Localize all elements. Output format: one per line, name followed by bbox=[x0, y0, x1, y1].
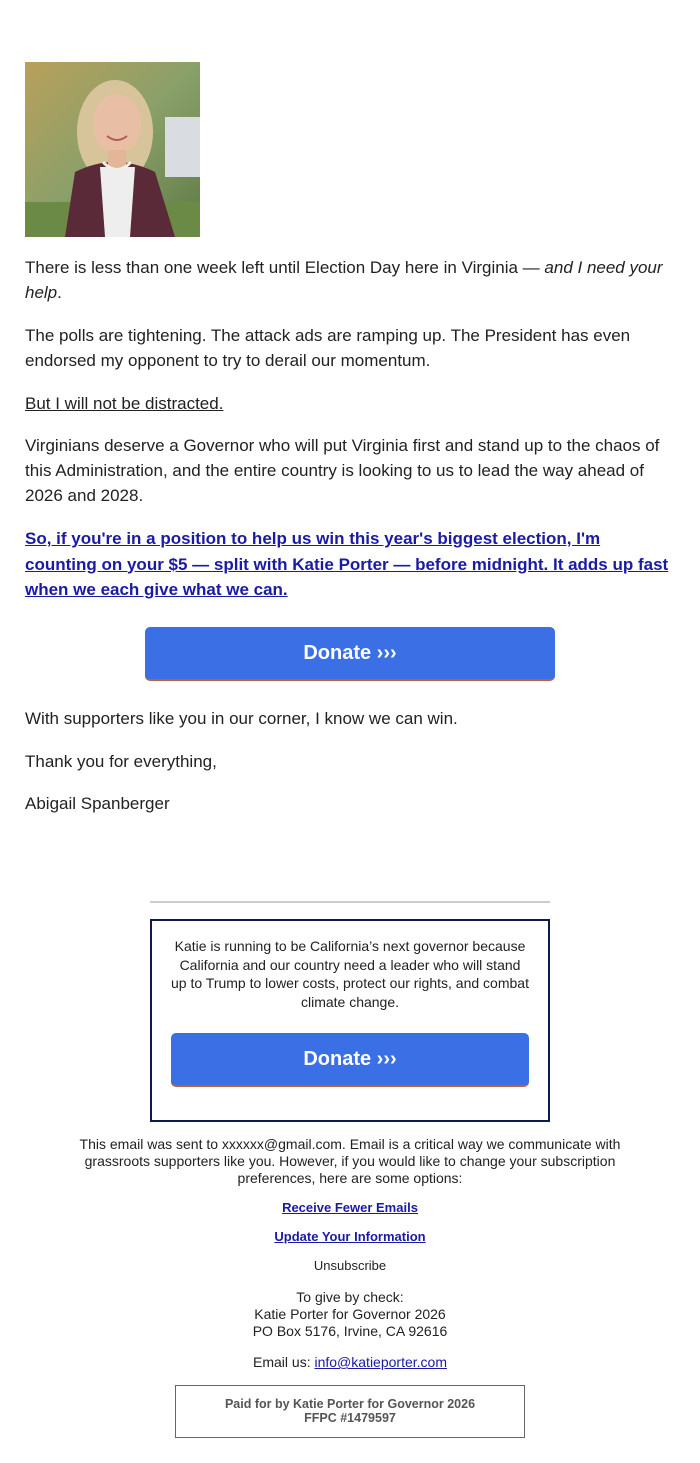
receive-fewer-emails-link[interactable]: Receive Fewer Emails bbox=[282, 1200, 418, 1215]
donate-button[interactable]: Donate ››› bbox=[145, 627, 555, 681]
email-us-row bbox=[70, 1354, 630, 1371]
virginians-paragraph bbox=[25, 433, 675, 508]
distracted-text: But I will not be distracted. bbox=[25, 394, 224, 413]
donate-cta-link[interactable]: So, if you're in a position to help us win this year's biggest election, I'm counting on your $5 — split with Katie Porter — before midnight. It adds up fast when we each give what we can. bbox=[25, 529, 669, 599]
email-us-label: Email us: bbox=[253, 1354, 315, 1370]
cta-paragraph bbox=[25, 526, 675, 603]
supporters-paragraph bbox=[25, 706, 675, 731]
intro-paragraph bbox=[25, 255, 675, 305]
ffpc-number: FFPC #1479597 bbox=[304, 1411, 396, 1425]
portrait-image bbox=[25, 62, 200, 237]
katie-donate-button[interactable]: Donate ››› bbox=[171, 1033, 529, 1087]
polls-text: The polls are tightening. The attack ads are ramping up. The President has even endorsed my opponent to try to derail our momentum. bbox=[25, 326, 631, 370]
portrait-photo bbox=[25, 62, 200, 237]
supporters-text: With supporters like you in our corner, I know we can win. bbox=[25, 709, 458, 728]
email-address-link[interactable]: info@katieporter.com bbox=[314, 1354, 447, 1370]
update-information-link[interactable]: Update Your Information bbox=[274, 1229, 426, 1244]
update-info-row bbox=[70, 1228, 630, 1245]
check-heading: To give by check: bbox=[296, 1289, 404, 1305]
check-block bbox=[70, 1289, 630, 1340]
signature bbox=[25, 791, 675, 816]
intro-text: There is less than one week left until Election Day here in Virginia — bbox=[25, 258, 545, 277]
section-divider bbox=[150, 901, 550, 903]
katie-promo-box bbox=[150, 919, 550, 1122]
signature-text: Abigail Spanberger bbox=[25, 794, 170, 813]
unsubscribe-link[interactable]: Unsubscribe bbox=[313, 1258, 387, 1273]
check-address: PO Box 5176, Irvine, CA 92616 bbox=[252, 1323, 448, 1339]
thanks-text: Thank you for everything, bbox=[25, 752, 217, 771]
check-name: Katie Porter for Governor 2026 bbox=[254, 1306, 446, 1322]
virginians-text: Virginians deserve a Governor who will put Virginia first and stand up to the chaos of this Administration, and the entire country is looking to us to lead the way ahead of 2026 and 2028. bbox=[25, 436, 660, 505]
distracted-paragraph bbox=[25, 391, 675, 416]
intro-end: . bbox=[57, 283, 62, 302]
intro-italic: and I need your help bbox=[25, 258, 663, 302]
polls-paragraph bbox=[25, 323, 675, 373]
paid-for-text: Paid for by Katie Porter for Governor 2026 bbox=[224, 1397, 476, 1411]
paid-for-box bbox=[175, 1385, 525, 1438]
thanks-paragraph bbox=[25, 749, 675, 774]
sent-notice: This email was sent to xxxxxx@gmail.com. Email is a critical way we communicate with grassroots supporters like you. However, if you would like to change your subscription preferences, here are some options: bbox=[79, 1136, 621, 1186]
receive-fewer-row bbox=[70, 1199, 630, 1216]
katie-promo-text: Katie is running to be California’s next governor because California and our country need a leader who will stand up to Trump to lower costs, protect our rights, and combat climate change. bbox=[171, 938, 529, 1010]
